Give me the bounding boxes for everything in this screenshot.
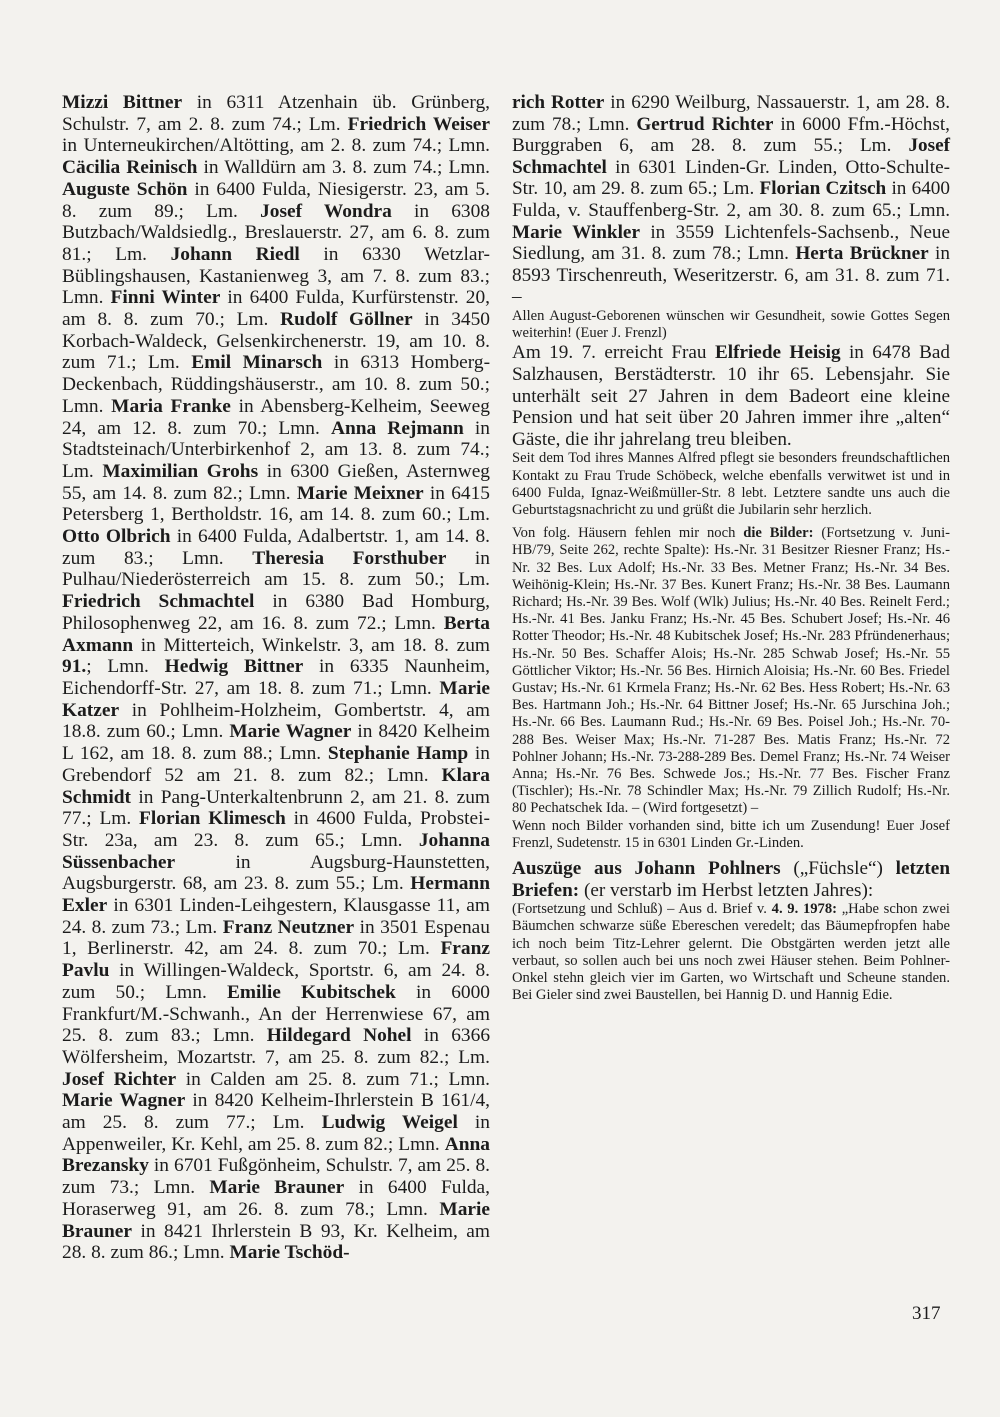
text-run: in 6000 Frankfurt/M.-Schwanh., An der Herrenwiese 67, am 25. 8. zum 83.; Lmn.: [62, 981, 490, 1047]
page-number: 317: [912, 1303, 941, 1324]
text-run: in 6380 Bad Homburg, Philosophenweg 22, am 16. 8. zum 72.; Lmn.: [62, 591, 491, 634]
text-run: (Fortsetzung und Schluß) – Aus d. Brief v.: [512, 901, 772, 918]
bold-name: Marie Brauner: [209, 1177, 345, 1199]
text-run: in 8420 Kelheim-Ihrlerstein B 161/4, am 25. 8. zum 77.; Lm.: [62, 1090, 490, 1134]
bold-name: Marie Winkler: [512, 221, 640, 243]
text-run: Am 19. 7. erreicht Frau: [512, 342, 715, 364]
text-run: in Grebendorf 52 am 21. 8. zum 82.; Lmn.: [62, 743, 490, 786]
bold-name: Elfriede Heisig: [714, 342, 841, 364]
text-run: Wenn noch Bilder vorhanden sind, bitte ich um Zusendung! Euer Josef Frenzl, Sudetenstr. 15 in 6301 Linden Gr.-Linden.: [512, 817, 950, 851]
bold-name: Finni Winter: [110, 287, 221, 309]
bold-name: Friedrich Schmachtel: [62, 591, 255, 613]
bold-name: Johann Riedl: [170, 243, 300, 265]
text-run: Allen August-Geborenen wünschen wir Gesundheit, sowie Gottes Segen weiterhin! (Euer J. Frenzl): [512, 307, 950, 342]
note-paragraph: [512, 450, 950, 519]
bold-name: Friedrich Weiser: [347, 113, 490, 135]
bold-name: Maria Franke: [111, 395, 231, 417]
bold-name: Gertrud Richter: [636, 113, 774, 135]
text-run: in 6400 Fulda, Kurfürstenstr. 20, am 8. 8. zum 70.; Lm.: [62, 287, 490, 331]
bold-name: Emil Minarsch: [191, 352, 323, 374]
bold-name: Otto Olbrich: [62, 526, 171, 548]
text-run: in Pulhau/Niederösterreich am 15. 8. zum 50.; Lm.: [62, 547, 490, 591]
bold-name: Hildegard Nohel: [266, 1025, 412, 1047]
bold-name: letzten Briefen:: [512, 857, 950, 901]
bold-name: Rudolf Göllner: [280, 309, 413, 331]
bold-name: Maximilian Grohs: [102, 460, 259, 482]
bold-name: Marie Brauner: [62, 1198, 490, 1242]
text-run: in 6415 Petersberg 1, Bertholdstr. 16, am 14. 8. zum 60.; Lm.: [62, 482, 491, 526]
bold-name: Franz Neutzner: [222, 916, 355, 938]
bold-name: Ludwig Weigel: [321, 1112, 458, 1134]
article-paragraph: [512, 342, 950, 450]
text-run: („Füchsle“): [780, 857, 896, 879]
text-run: (Fortsetzung v. Juni-HB/79, Seite 262, rechte Spalte): Hs.-Nr. 31 Besitzer Riesner Franz; Hs.-Nr. 32 Bes. Lux Adolf; Hs.-Nr. 33 Bes. Metner Franz; Hs.-Nr. 34 Bes. Weihönig-Klein; Hs.-Nr. 37 Bes. Kunert Franz; Hs.-Nr. 38 Bes. Laumann Richard; Hs.-Nr. 39 Bes. Wolf (Wlk) Julius; Hs.-Nr. 40 Bes. Reinelt Ferd.; Hs.-Nr. 41 Bes. Janku Franz; Hs.-Nr. 45 Bes. Schubert Josef; Hs.-Nr. 46 Rotter Theodor; Hs.-Nr. 48 Kubitschek Josef; Hs.-Nr. 283 Pfründenerhaus; Hs.-Nr. 50 Bes. Schaffer Alois; Hs.-Nr. 285 Schwab Josef; Hs.-Nr. 55 Göttlicher Viktor; Hs.-Nr. 56 Bes. Hirnich Aloisia; Hs.-Nr. 60 Bes. Friedel Gustav; Hs.-Nr. 61 Krmela Franz; Hs.-Nr. 62 Bes. Hess Robert; Hs.-Nr. 63 Bes. Hartmann Joh.; Hs.-Nr. 64 Bittner Josef; Hs.-Nr. 65 Jurschina Joh.; Hs.-Nr. 66 Bes. Laumann Rud.; Hs.-Nr. 69 Bes. Poisel Joh.; Hs.-Nr. 70-288 Bes. Weiser Max; Hs.-Nr. 71-287 Bes. Matis Franz; Hs.-Nr. 72 Pohlner Johann; Hs.-Nr. 73-288-289 Bes. Demel Franz; Hs.-Nr. 74 Weiser Anna; Hs.-Nr. 76 Bes. Schwede Jos.; Hs.-Nr. 77 Bes. Fischer Franz (Tischler); Hs.-Nr. 78 Schindler Max; Hs.-Nr. 79 Zillich Rudolf; Hs.-Nr. 80 Pechatschek Ida. – (Wird fortgesetzt) –: [512, 525, 950, 817]
text-run: in Abensberg-Kelheim, Seeweg 24, am 12. 8. zum 70.; Lmn.: [62, 395, 490, 439]
bold-name: Hedwig Bittner: [164, 656, 304, 678]
bold-name: Anna Rejmann: [330, 417, 464, 439]
bold-name: die Bilder:: [743, 525, 814, 542]
article-paragraph: [512, 92, 950, 308]
bold-name: Marie Wagner: [62, 1090, 186, 1112]
text-run: in 6400 Fulda, Horaserweg 91, am 26. 8. zum 78.; Lmn.: [62, 1177, 490, 1220]
text-run: in 6311 Atzenhain üb. Grünberg, Schulstr. 7, am 2. 8. zum 74.; Lm.: [62, 92, 490, 135]
text-run: in 6301 Linden-Gr. Linden, Otto-Schulte-Str. 10, am 29. 8. zum 65.; Lm.: [512, 156, 950, 200]
text-run: in 6478 Bad Salzhausen, Berstädterstr. 10 ihr 65. Lebensjahr. Sie unterhält seit 27 Jahren in dem Badeort eine kleine Pension und hat seit über 20 Jahren immer ihre „alten“ Gäste, die ihr jahrelang treu bleiben.: [512, 342, 950, 450]
text-run: in 6366 Wölfersheim, Mozartstr. 7, am 25. 8. zum 82.; Lm.: [62, 1025, 491, 1068]
bold-name: Florian Klimesch: [139, 808, 286, 830]
text-run: in 6300 Gießen, Asternweg 55, am 14. 8. zum 82.; Lmn.: [62, 460, 491, 504]
text-run: in Appenweiler, Kr. Kehl, am 25. 8. zum 82.; Lmn.: [62, 1112, 490, 1155]
text-run: in 3559 Lichtenfels-Sachsenb., Neue Siedlung, am 31. 8. zum 78.; Lmn.: [512, 221, 950, 265]
text-run: in Calden am 25. 8. zum 71.; Lmn.: [176, 1068, 490, 1090]
bold-name: Emilie Kubitschek: [226, 981, 396, 1003]
bold-name: Berta Axmann: [62, 612, 490, 656]
text-run: in Mitterteich, Winkelstr. 3, am 18. 8. zum: [133, 634, 490, 656]
bold-name: Marie Katzer: [62, 677, 490, 721]
bold-name: Theresia Forsthuber: [252, 547, 447, 569]
text-run: in Unterneukirchen/Altötting, am 2. 8. zum 74.; Lmn.: [62, 135, 490, 157]
bold-name: Hermann Exler: [62, 873, 490, 917]
text-run: in 6400 Fulda, Niesigerstr. 23, am 5. 8. zum 89.; Lm.: [62, 178, 490, 222]
bold-name: Josef Wondra: [260, 200, 392, 222]
text-run: in 8421 Ihrlerstein B 93, Kr. Kelheim, am 28. 8. zum 86.; Lmn.: [62, 1220, 490, 1264]
text-run: Von folg. Häusern fehlen mir noch: [512, 525, 744, 542]
text-run: in 8593 Tirschenreuth, Weseritzerstr. 6, am 31. 8. zum 71. –: [512, 243, 950, 308]
right-column: [512, 92, 950, 1004]
bold-name: Marie Wagner: [229, 721, 352, 743]
bold-name: Klara Schmidt: [62, 764, 490, 808]
text-run: ; Lmn.: [86, 656, 165, 678]
bold-name: Johanna Süssenbacher: [62, 829, 490, 873]
text-run: in 4600 Fulda, Probstei-Str. 23a, am 23. 8. zum 65.; Lmn.: [62, 808, 490, 851]
bold-name: Florian Czitsch: [759, 178, 887, 200]
text-run: in 6290 Weilburg, Nassauerstr. 1, am 28. 8. zum 78.; Lmn.: [512, 92, 950, 135]
bold-name: Cäcilia Reinisch: [62, 157, 198, 179]
left-column: [62, 92, 490, 1264]
bold-name: Marie Meixner: [296, 482, 424, 504]
text-run: in Pohlheim-Holzheim, Gombertstr. 4, am 18.8. zum 60.; Lmn.: [62, 699, 490, 743]
bold-name: Josef Schmachtel: [512, 135, 950, 178]
birthday-paragraph: [62, 92, 490, 1264]
text-run: in 6000 Ffm.-Höchst, Burggraben 6, am 28. 8. zum 55.; Lm.: [512, 113, 950, 157]
note-paragraph: [512, 818, 950, 852]
text-run: in Walldürn am 3. 8. zum 74.; Lmn.: [197, 157, 490, 179]
bold-name: rich Rotter: [512, 92, 605, 113]
text-run: in 6400 Fulda, Adalbertstr. 1, am 14. 8. zum 83.; Lmn.: [62, 526, 490, 569]
text-run: in 8420 Kelheim L 162, am 18. 8. zum 88.; Lmn.: [62, 721, 490, 765]
bold-name: 91.: [62, 656, 87, 678]
text-run: in Pang-Unterkaltenbrunn 2, am 21. 8. zum 77.; Lm.: [62, 786, 490, 830]
text-run: „Habe schon zwei Bäumchen schwarze süße Ebereschen veredelt; das Bäumepfropfen habe ich noch beim Titz-Lehrer gelernt. Die Obstgärten werden jetzt alle verbaut, so sollen auch bei uns noch zwei Häuser stehen. Beim Pohlner-Onkel stehn gleich vier im Garten, wo Wirtschaft und Scheune standen. Bei Gieler sind zwei Baustellen, bei Hannig D. und Hannig Edie.: [512, 901, 950, 1004]
text-run: in 6330 Wetzlar-Büblingshausen, Kastanienweg 3, am 7. 8. zum 83.; Lmn.: [62, 243, 490, 309]
text-run: in 6701 Fußgönheim, Schulstr. 7, am 25. 8. zum 73.; Lmn.: [62, 1155, 490, 1199]
bold-name: Mizzi Bittner: [62, 92, 183, 113]
text-run: in Willingen-Waldeck, Sportstr. 6, am 24. 8. zum 50.; Lmn.: [62, 960, 490, 1003]
article-paragraph: [512, 858, 950, 901]
text-run: in Augsburg-Haunstetten, Augsburgerstr. 68, am 23. 8. zum 55.; Lm.: [62, 851, 490, 895]
note-paragraph: [512, 308, 950, 342]
text-run: in 6335 Naunheim, Eichendorff-Str. 27, am 18. 8. zum 71.; Lmn.: [62, 656, 491, 699]
bold-name: Auguste Schön: [62, 178, 188, 200]
bold-name: Josef Richter: [62, 1068, 177, 1090]
text-run: in 6313 Homberg-Deckenbach, Rüddingshäuserstr., am 10. 8. zum 50.; Lmn.: [62, 352, 491, 417]
text-run: in 3501 Espenau 1, Berlinerstr. 42, am 24. 8. zum 70.; Lm.: [62, 916, 490, 960]
text-run: in 6400 Fulda, v. Stauffenberg-Str. 2, am 30. 8. zum 65.; Lmn.: [512, 178, 950, 221]
note-paragraph: [512, 901, 950, 1004]
text-run: in Stadtsteinach/Unterbirkenhof 2, am 13. 8. zum 74.; Lm.: [62, 417, 490, 482]
bold-name: 4. 9. 1978:: [771, 901, 837, 918]
bold-name: Auszüge aus Johann Pohlners: [512, 857, 781, 879]
text-run: in 6308 Butzbach/Waldsiedlg., Breslauerstr. 27, am 6. 8. zum 81.; Lm.: [62, 200, 491, 265]
text-run: in 3450 Korbach-Waldeck, Gelsenkirchenerstr. 19, am 10. 8. zum 71.; Lm.: [62, 309, 491, 374]
text-run: Seit dem Tod ihres Mannes Alfred pflegt sie besonders freundschaftlichen Kontakt zu Frau Trude Schöbeck, welche ebenfalls verwitwet ist und in 6400 Fulda, Ignaz-Weißmüller-Str. 8 lebt. Letztere sandte uns auch die Geburtstagsnachricht zu und grüßt die Jubilarin sehr herzlich.: [512, 450, 950, 518]
bold-name: Stephanie Hamp: [327, 743, 469, 765]
text-run: (er verstarb im Herbst letzten Jahres):: [579, 879, 874, 901]
bold-name: Marie Tschöd-: [229, 1242, 350, 1264]
text-run: in 6301 Linden-Leihgestern, Klausgasse 11, am 24. 8. zum 73.; Lm.: [62, 895, 490, 938]
bold-name: Anna Brezansky: [62, 1133, 490, 1177]
bold-name: Franz Pavlu: [62, 938, 490, 982]
note-paragraph: [512, 525, 950, 817]
bold-name: Herta Brückner: [795, 243, 929, 265]
